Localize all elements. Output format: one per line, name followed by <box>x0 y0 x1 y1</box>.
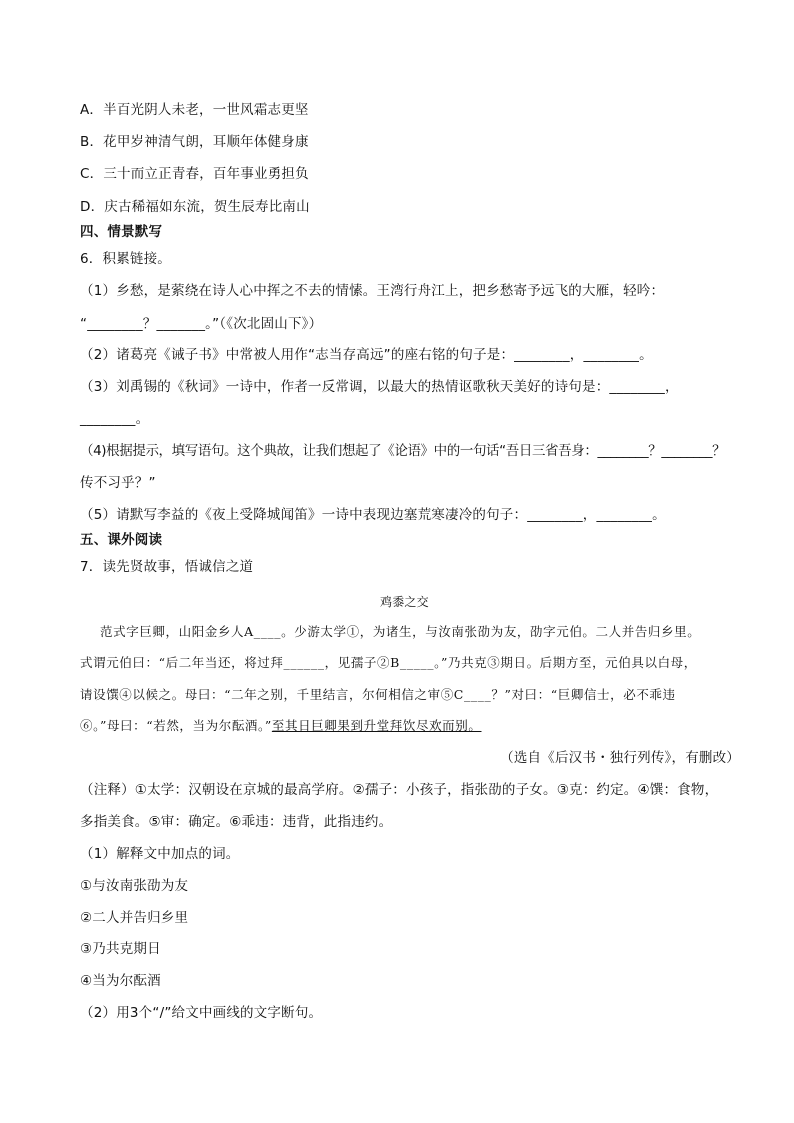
question-6-title: 6．积累链接。 <box>80 251 171 267</box>
question-6-4-line2: 传不习乎？” <box>80 475 156 491</box>
notes-line-2: 多指美食。⑤审：确定。⑥乖违：违背，此指违约。 <box>80 814 393 830</box>
passage-title: 鸡黍之交 <box>380 595 429 609</box>
question-7-1-item-1: ①与汝南张劭为友 <box>80 878 189 894</box>
question-7-1-item-4: ④当为尔酝酒 <box>80 973 161 989</box>
option-b: B．花甲岁神清气朗，耳顺年体健身康 <box>80 134 309 150</box>
passage-line-4 <box>80 717 481 735</box>
option-c: C．三十而立正青春，百年事业勇担负 <box>80 166 309 182</box>
notes-line-1: （注释）①太学：汉朝设在京城的最高学府。②孺子：小孩子，指张劭的子女。③克：约定。④馔：食物， <box>80 782 719 798</box>
option-a: A．半百光阴人未老，一世风霜志更坚 <box>80 102 309 118</box>
question-6-4-line1: （4)根据提示，填写语句。这个典故，让我们想起了《论语》中的一句话“吾日三省吾身：________？________？ <box>80 443 726 459</box>
passage-line-1: 范式字巨卿，山阳金乡人A____。少游太学①，为诸生，与汝南张劭为友，劭字元伯。二人并告归乡里。 <box>100 624 701 639</box>
question-6-1-line2: “________？_______。”（《次北固山下》） <box>80 316 323 332</box>
question-7-1-item-2: ②二人并告归乡里 <box>80 910 189 926</box>
question-6-3-line1: （3）刘禹锡的《秋词》一诗中，作者一反常调，以最大的热情讴歌秋天美好的诗句是：________， <box>80 379 679 395</box>
question-7-2: （2）用3个“/”给文中画线的文字断句。 <box>80 1005 323 1021</box>
passage-source: （选自《后汉书・独行列传》，有删改） <box>500 750 740 766</box>
passage-line-2: 式谓元伯曰：“后二年当还，将过拜______，见孺子②B_____。”乃共克③期日。后期方至，元伯具以白母， <box>80 655 697 670</box>
question-7-1-item-3: ③乃共克期日 <box>80 941 161 957</box>
question-6-5: （5）请默写李益的《夜上受降城闻笛》一诗中表现边塞荒寒凄冷的句子：________，________。 <box>80 507 666 523</box>
underlined-sentence: 至其日巨卿果到升堂拜饮尽欢而别。 <box>271 718 482 733</box>
passage-line-4-text: ⑥。”母曰：“若然，当为尔酝酒。” <box>80 718 272 733</box>
section-heading-4: 四、情景默写 <box>80 224 163 240</box>
passage-line-3: 请设馔④以候之。母曰：“二年之别，千里结言，尔何相信之审⑤C____？”对曰：“巨卿信士，必不乖违 <box>80 687 676 702</box>
section-heading-5: 五、课外阅读 <box>80 532 163 548</box>
question-6-3-line2: ________。 <box>80 411 150 427</box>
question-7-title: 7．读先贤故事，悟诚信之道 <box>80 559 254 575</box>
question-7-1: （1）解释文中加点的词。 <box>80 846 240 862</box>
option-d: D．庆古稀福如东流，贺生辰寿比南山 <box>80 199 310 215</box>
question-6-2: （2）诸葛亮《诫子书》中常被人用作“志当存高远”的座右铭的句子是：________，________。 <box>80 347 653 363</box>
question-6-1-line1: （1）乡愁，是萦绕在诗人心中挥之不去的情愫。王湾行舟江上，把乡愁寄予远飞的大雁，轻吟： <box>80 283 665 299</box>
